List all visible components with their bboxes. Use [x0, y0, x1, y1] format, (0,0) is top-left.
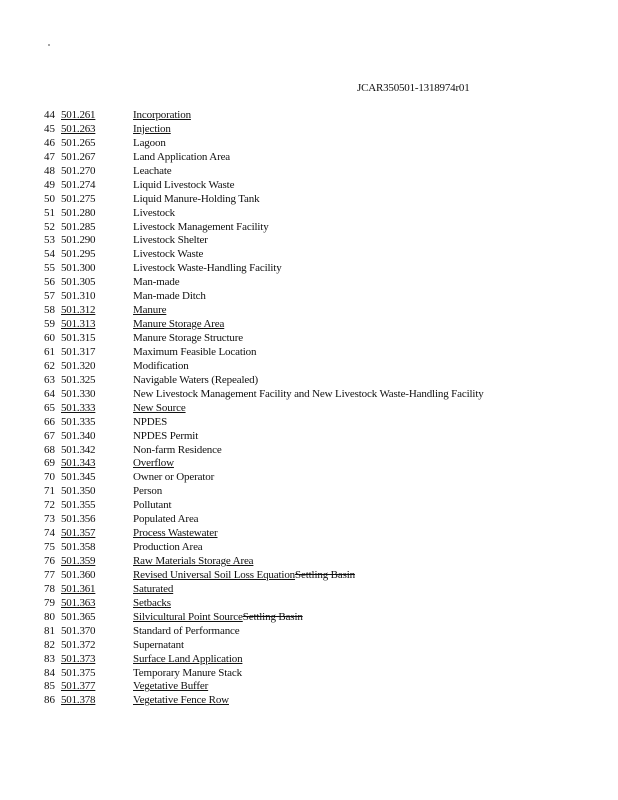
section-number: 501.335: [61, 415, 96, 428]
term-text: Setbacks: [133, 596, 171, 609]
list-item: [0, 374, 618, 388]
line-number: 75: [44, 541, 55, 554]
list-item: [0, 569, 618, 583]
line-number: 71: [44, 485, 55, 498]
list-item: [0, 653, 618, 667]
section-term: [133, 179, 234, 193]
section-term: [133, 625, 240, 639]
line-number: 72: [44, 499, 55, 512]
line-number: 51: [44, 206, 55, 219]
section-term: [133, 374, 258, 388]
section-term: [133, 346, 256, 360]
term-text: Land Application Area: [133, 150, 231, 163]
term-text: Surface Land Application: [133, 652, 243, 665]
section-term: [133, 109, 191, 123]
line-number: 62: [44, 359, 55, 372]
list-item: [0, 290, 618, 304]
section-term: [133, 457, 174, 471]
line-number: 48: [44, 164, 55, 177]
list-item: [0, 667, 618, 681]
section-number: 501.345: [61, 471, 96, 484]
section-number: 501.267: [61, 150, 96, 163]
term-text: Man-made: [133, 276, 180, 289]
list-item: [0, 165, 618, 179]
list-item: [0, 527, 618, 541]
section-term: [133, 541, 203, 555]
term-text: Person: [133, 485, 163, 498]
section-number: 501.365: [61, 610, 96, 623]
section-term: [133, 193, 260, 207]
section-term: [133, 416, 167, 430]
list-item: [0, 123, 618, 137]
section-number: 501.312: [61, 304, 96, 317]
term-text: Standard of Performance: [133, 624, 240, 637]
list-item: [0, 402, 618, 416]
line-number: 73: [44, 513, 55, 526]
section-term: [133, 290, 206, 304]
line-number: 78: [44, 582, 55, 595]
line-number: 63: [44, 373, 55, 386]
section-term: [133, 402, 186, 416]
section-term: [133, 513, 198, 527]
section-number: 501.285: [61, 220, 96, 233]
list-item: [0, 332, 618, 346]
line-number: 77: [44, 568, 55, 581]
list-item: [0, 430, 618, 444]
list-item: [0, 625, 618, 639]
line-number: 80: [44, 610, 55, 623]
term-text: Incorporation: [133, 109, 191, 121]
section-number: 501.356: [61, 513, 96, 526]
term-text: New Source: [133, 401, 186, 414]
line-number: 64: [44, 387, 55, 400]
line-number: 74: [44, 527, 55, 540]
list-item: [0, 513, 618, 527]
list-item: [0, 262, 618, 276]
section-number: 501.377: [61, 680, 96, 693]
list-item: [0, 276, 618, 290]
line-number: 61: [44, 345, 55, 358]
section-term: [133, 137, 166, 151]
section-term: [133, 165, 172, 179]
section-number: 501.350: [61, 485, 96, 498]
section-number: 501.370: [61, 624, 96, 637]
section-term: [133, 680, 208, 694]
term-text: Leachate: [133, 164, 172, 177]
term-text: Overflow: [133, 457, 174, 470]
line-number: 82: [44, 638, 55, 651]
section-number: 501.363: [61, 596, 96, 609]
list-item: [0, 346, 618, 360]
section-number: 501.274: [61, 178, 96, 191]
section-term: [133, 304, 166, 318]
list-item: [0, 151, 618, 165]
list-item: [0, 583, 618, 597]
section-number: 501.355: [61, 499, 96, 512]
term-text: Liquid Manure-Holding Tank: [133, 192, 260, 205]
section-term: [133, 555, 253, 569]
term-text: New Livestock Management Facility and New Livestock Waste-Handling Facility: [133, 387, 484, 400]
section-number: 501.357: [61, 527, 96, 540]
section-term: [133, 123, 171, 137]
line-number: 50: [44, 192, 55, 205]
list-item: [0, 248, 618, 262]
deleted-term-text: Settling Basin: [295, 568, 355, 581]
section-number: 501.372: [61, 638, 96, 651]
section-number: 501.263: [61, 122, 96, 135]
list-item: [0, 444, 618, 458]
line-number: 85: [44, 680, 55, 693]
line-number: 45: [44, 122, 55, 135]
line-number: 81: [44, 624, 55, 637]
term-text: Lagoon: [133, 136, 166, 149]
section-number: 501.270: [61, 164, 96, 177]
term-text: Production Area: [133, 541, 203, 554]
document-id: JCAR350501-1318974r01: [357, 82, 470, 94]
term-text: Pollutant: [133, 499, 172, 512]
term-text: Temporary Manure Stack: [133, 666, 242, 679]
line-number: 68: [44, 443, 55, 456]
section-term: [133, 262, 282, 276]
term-text: Silvicultural Point Source: [133, 610, 243, 623]
line-number: 59: [44, 318, 55, 331]
term-text: Livestock Shelter: [133, 234, 208, 247]
section-number: 501.320: [61, 359, 96, 372]
section-term: [133, 248, 203, 262]
section-number: 501.360: [61, 568, 96, 581]
line-number: 66: [44, 415, 55, 428]
term-text: Injection: [133, 122, 171, 135]
line-number: 58: [44, 304, 55, 317]
list-item: [0, 471, 618, 485]
term-text: Non-farm Residence: [133, 443, 222, 456]
section-term: [133, 653, 242, 667]
list-item: [0, 555, 618, 569]
list-item: [0, 234, 618, 248]
term-text: Saturated: [133, 582, 174, 595]
section-number: 501.313: [61, 318, 96, 331]
line-number: 69: [44, 457, 55, 470]
section-term: [133, 611, 303, 625]
line-number: 47: [44, 150, 55, 163]
line-number: 86: [44, 694, 55, 707]
section-list: [0, 109, 618, 708]
section-term: [133, 583, 173, 597]
line-number: 46: [44, 136, 55, 149]
section-term: [133, 569, 355, 583]
section-number: 501.280: [61, 206, 96, 219]
section-term: [133, 388, 484, 402]
section-term: [133, 471, 214, 485]
line-number: 83: [44, 652, 55, 665]
section-term: [133, 694, 229, 708]
section-term: [133, 667, 242, 681]
term-text: Livestock: [133, 206, 176, 219]
line-number: 55: [44, 262, 55, 275]
section-term: [133, 221, 269, 235]
section-number: 501.359: [61, 555, 96, 567]
section-number: 501.275: [61, 192, 96, 205]
list-item: [0, 597, 618, 611]
line-number: 53: [44, 234, 55, 247]
section-number: 501.317: [61, 345, 96, 358]
section-number: 501.343: [61, 457, 96, 470]
list-item: [0, 207, 618, 221]
term-text: Livestock Waste-Handling Facility: [133, 262, 282, 275]
section-number: 501.340: [61, 429, 96, 442]
section-term: [133, 207, 175, 221]
term-text: Liquid Livestock Waste: [133, 178, 235, 191]
section-term: [133, 639, 184, 653]
term-text: NPDES Permit: [133, 429, 199, 442]
deleted-term-text: Settling Basin: [242, 610, 303, 623]
line-number: 79: [44, 596, 55, 609]
term-text: Populated Area: [133, 513, 199, 526]
line-number: 60: [44, 332, 55, 344]
line-number: 67: [44, 429, 55, 442]
line-number: 56: [44, 276, 55, 289]
list-item: [0, 499, 618, 513]
section-term: [133, 597, 171, 611]
term-text: Raw Materials Storage Area: [133, 555, 254, 567]
section-number: 501.315: [61, 332, 96, 344]
term-text: Man-made Ditch: [133, 290, 206, 303]
section-number: 501.342: [61, 443, 96, 456]
section-number: 501.310: [61, 290, 96, 303]
section-term: [133, 485, 162, 499]
scan-speck: [48, 44, 50, 46]
line-number: 84: [44, 666, 55, 679]
list-item: [0, 318, 618, 332]
section-number: 501.358: [61, 541, 96, 554]
section-term: [133, 151, 230, 165]
list-item: [0, 457, 618, 471]
list-item: [0, 680, 618, 694]
list-item: [0, 304, 618, 318]
section-number: 501.378: [61, 694, 96, 707]
list-item: [0, 611, 618, 625]
term-text: Livestock Management Facility: [133, 220, 269, 233]
term-text: Supernatant: [133, 638, 184, 651]
section-term: [133, 444, 222, 458]
line-number: 52: [44, 220, 55, 233]
line-number: 44: [44, 109, 55, 121]
term-text: Revised Universal Soil Loss Equation: [133, 568, 296, 581]
term-text: Modification: [133, 359, 189, 372]
section-term: [133, 332, 243, 346]
term-text: NPDES: [133, 415, 168, 428]
section-term: [133, 276, 179, 290]
section-number: 501.325: [61, 373, 96, 386]
line-number: 65: [44, 401, 55, 414]
section-term: [133, 360, 189, 374]
term-text: Vegetative Buffer: [133, 680, 209, 693]
list-item: [0, 109, 618, 123]
term-text: Vegetative Fence Row: [133, 694, 229, 707]
list-item: [0, 388, 618, 402]
section-number: 501.300: [61, 262, 96, 275]
section-term: [133, 527, 218, 541]
list-item: [0, 137, 618, 151]
section-number: 501.330: [61, 387, 96, 400]
section-term: [133, 318, 224, 332]
section-term: [133, 499, 171, 513]
section-number: 501.373: [61, 652, 96, 665]
list-item: [0, 221, 618, 235]
section-number: 501.375: [61, 666, 96, 679]
section-term: [133, 234, 208, 248]
section-term: [133, 430, 198, 444]
term-text: Owner or Operator: [133, 471, 215, 484]
line-number: 54: [44, 248, 55, 261]
list-item: [0, 541, 618, 555]
line-number: 49: [44, 178, 55, 191]
list-item: [0, 485, 618, 499]
line-number: 70: [44, 471, 55, 484]
section-number: 501.295: [61, 248, 96, 261]
term-text: Manure: [133, 304, 167, 317]
term-text: Manure Storage Structure: [133, 332, 244, 344]
term-text: Manure Storage Area: [133, 318, 225, 331]
section-number: 501.361: [61, 582, 96, 595]
list-item: [0, 416, 618, 430]
term-text: Process Wastewater: [133, 527, 218, 540]
list-item: [0, 179, 618, 193]
term-text: Maximum Feasible Location: [133, 345, 257, 358]
list-item: [0, 694, 618, 708]
section-number: 501.290: [61, 234, 96, 247]
section-number: 501.261: [61, 109, 96, 121]
list-item: [0, 360, 618, 374]
section-number: 501.333: [61, 401, 96, 414]
term-text: Navigable Waters (Repealed): [133, 373, 258, 386]
section-number: 501.305: [61, 276, 96, 289]
term-text: Livestock Waste: [133, 248, 204, 261]
list-item: [0, 639, 618, 653]
section-number: 501.265: [61, 136, 96, 149]
list-item: [0, 193, 618, 207]
line-number: 76: [44, 555, 55, 567]
line-number: 57: [44, 290, 55, 303]
